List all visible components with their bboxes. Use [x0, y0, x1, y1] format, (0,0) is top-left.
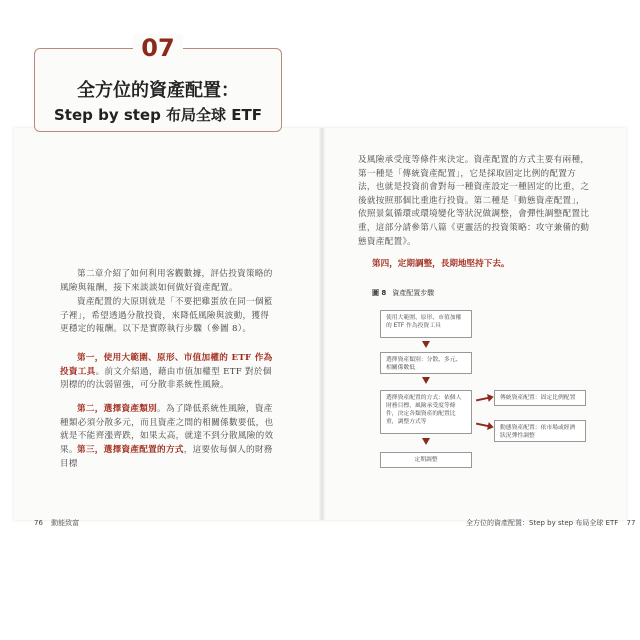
- page-gutter: [319, 128, 325, 520]
- left-page-number: 76: [34, 519, 43, 527]
- flow-box-4: 定期調整: [380, 452, 472, 468]
- right-page-number: 77: [626, 519, 636, 527]
- left-footer: [34, 518, 79, 528]
- left-paragraph-2: 資產配置的大原則就是「不要把雞蛋放在同一個籃子裡」，希望透過分散投資，來降低風險與波動，獲得更穩定的報酬。以下是實際執行步驟（參圖 8）。: [60, 297, 273, 335]
- left-step-1: [60, 352, 274, 393]
- right-footer: [466, 518, 635, 528]
- chapter-number: 07: [34, 34, 282, 62]
- step1-text: 。前文介紹過，藉由市值加權型 ETF 對於個別標的的汰弱留強，可分散非系統性風險。: [60, 366, 272, 391]
- left-step-3: [60, 444, 274, 471]
- right-step-4: 第四，定期調整，長期地堅持下去。: [372, 259, 510, 269]
- flow-box-3: 選擇資產配置的方式：依個人財務目標，風險承受度等條件，決定各類資產的配置比重，調整方式等: [380, 390, 472, 434]
- flow-box-2: 選擇資產類別：分散、多元、相關係數低: [380, 352, 472, 374]
- chapter-title-line2: Step by step 布局全球 ETF: [53, 106, 263, 124]
- step3-text: ，這要依每個人的財務目標: [60, 445, 273, 469]
- figure-caption: 資產配置步驟: [392, 289, 435, 297]
- chapter-title-line1: 全方位的資產配置：: [77, 80, 239, 101]
- step2-highlight: 第二，選擇資產類別: [77, 404, 158, 414]
- flow-arrow-2: [422, 377, 430, 384]
- right-paragraph: 及風險承受度等條件來決定。資產配置的方式主要有兩種，第一種是「傳統資產配置」，它是採取固定比例的配置方法，也就是投資前會對每一種資產設定一種固定的比重，之後就按照那個比重進行投資。第二種是「動態資產配置」，依照景氣循環或環境變化等狀況做調整，會彈性調整配置比重，這部分請參第八篇《更靈活的投資策略：攻守兼備的動態資產配置》。: [358, 155, 590, 247]
- step2-text: 。為了降低系統性風險，資產種類必須分散多元，而且資產之間的相關係數要低，也就是不能齊漲齊跌，如果太高，就達不到分散風險的效果。: [60, 404, 274, 455]
- flow-box-traditional: 傳統資產配置：固定比例配置: [494, 390, 586, 406]
- flow-box-1: 使用大範圍、原形、市值加權的 ETF 作為投資工具: [380, 310, 472, 338]
- right-running-head: 全方位的資產配置：Step by step 布局全球 ETF: [466, 519, 619, 527]
- chapter-header: [34, 34, 282, 132]
- flow-box-dynamic: 動態資產配置：依市場或經濟狀況彈性調整: [494, 420, 586, 442]
- step1-highlight: 第一，使用大範圍、原形、市值加權的 ETF 作為投資工具: [60, 353, 273, 377]
- flow-arrow-1: [422, 341, 430, 348]
- step3-highlight: 第三，選擇資產配置的方式: [77, 445, 184, 455]
- figure-title: [372, 288, 434, 298]
- figure-label: 圖 8: [372, 289, 387, 297]
- left-running-head: 動能致富: [51, 519, 80, 527]
- left-paragraph-1: 第二章介紹了如何利用客觀數據，評估投資策略的風險與報酬，接下來談談如何做好資產配置。: [60, 269, 273, 293]
- flow-arrow-3: [422, 438, 430, 445]
